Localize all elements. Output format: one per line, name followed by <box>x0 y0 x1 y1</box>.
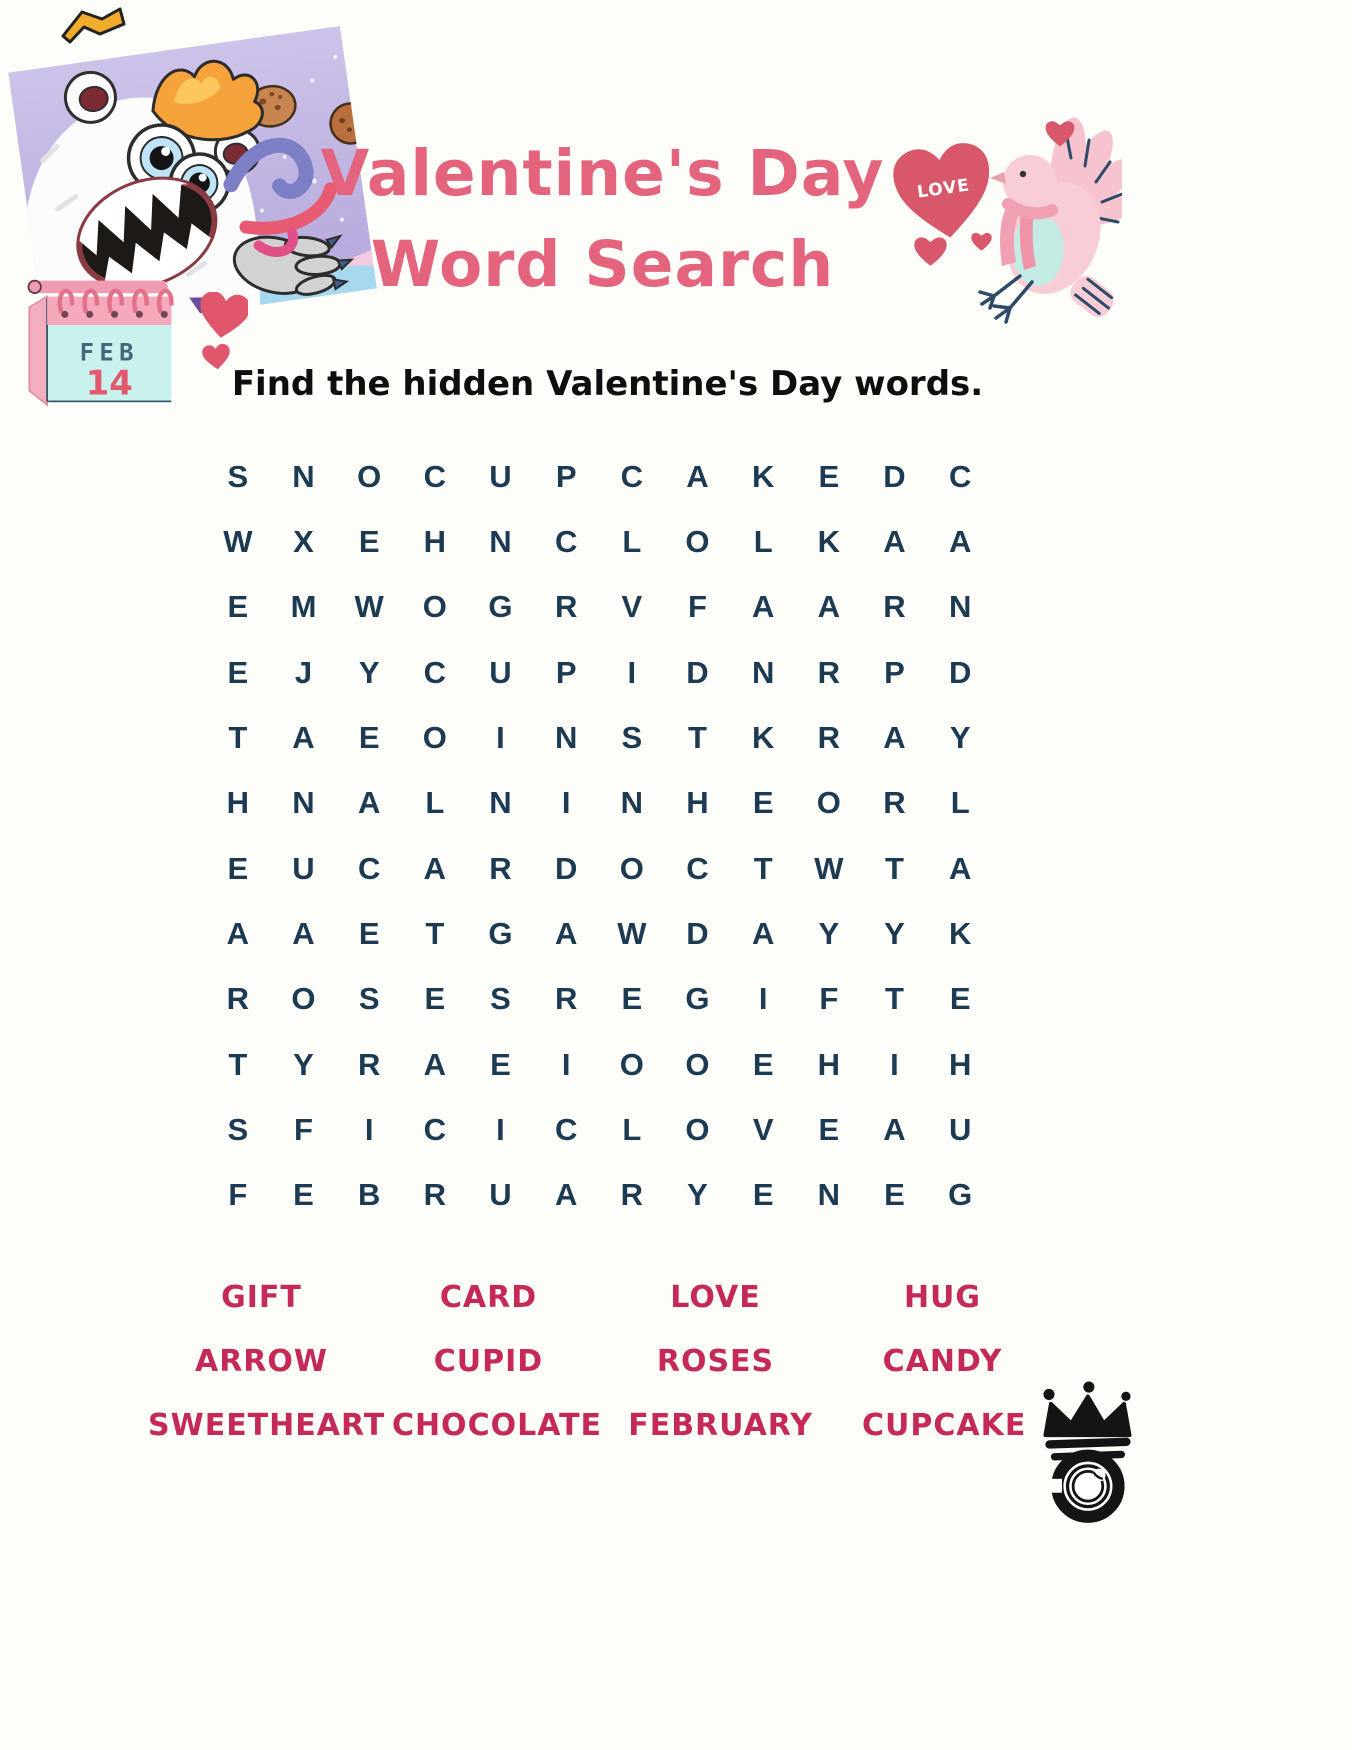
word-list <box>148 1280 1056 1443</box>
grid-letter: A <box>883 1111 906 1147</box>
grid-letter: A <box>686 458 709 494</box>
grid-letter: A <box>554 1177 578 1213</box>
grid-letter: Y <box>949 719 971 755</box>
grid-letter: A <box>948 850 972 886</box>
love-heart-label: LOVE <box>915 175 972 203</box>
title-line-2: Word Search <box>370 228 835 301</box>
grid-letter: R <box>817 654 841 690</box>
word-list-item: CUPID <box>433 1344 544 1379</box>
grid-letter: I <box>496 719 505 755</box>
grid-letter: E <box>818 458 840 494</box>
grid-letter: G <box>488 915 513 951</box>
grid-letter: R <box>883 785 906 821</box>
grid-letter: O <box>619 1046 644 1082</box>
grid-letter: H <box>948 1046 972 1082</box>
grid-letter: N <box>817 1177 841 1213</box>
grid-letter: A <box>817 589 841 625</box>
grid-letter: D <box>686 915 709 951</box>
grid-letter: D <box>686 654 709 690</box>
grid-letter: G <box>948 1177 973 1213</box>
grid-letter: R <box>357 1046 381 1082</box>
grid-letter: N <box>292 458 315 494</box>
grid-letter: E <box>293 1177 314 1213</box>
grid-letter: E <box>424 981 446 1017</box>
grid-letter: N <box>620 785 644 821</box>
word-list-item: CARD <box>439 1280 538 1315</box>
grid-letter: D <box>883 458 906 494</box>
crowned-cookie-logo <box>1036 1376 1138 1526</box>
grid-letter: O <box>685 523 710 559</box>
grid-letter: C <box>357 850 381 886</box>
word-list-row <box>148 1344 1056 1379</box>
grid-letter: B <box>357 1177 381 1213</box>
grid-letter: L <box>950 785 970 821</box>
word-list-item: SWEETHEART <box>148 1408 386 1443</box>
grid-letter: K <box>948 915 972 951</box>
grid-letter: E <box>358 719 380 755</box>
grid-letter: I <box>561 1046 571 1082</box>
grid-letter: N <box>554 719 578 755</box>
grid-letter: X <box>293 523 314 559</box>
word-search-grid <box>205 444 993 1228</box>
word-list-item: CUPCAKE <box>862 1408 1027 1443</box>
grid-letter: A <box>226 915 250 951</box>
grid-letter: N <box>292 785 315 821</box>
grid-letter: S <box>621 719 643 755</box>
grid-letter: C <box>423 458 447 494</box>
grid-letter: N <box>489 785 512 821</box>
grid-letter: C <box>423 654 447 690</box>
grid-letter: N <box>948 589 972 625</box>
word-list-item: HUG <box>903 1280 982 1315</box>
word-list-item: FEBRUARY <box>628 1408 813 1443</box>
grid-letter: T <box>885 981 904 1017</box>
grid-letter: K <box>751 458 775 494</box>
grid-letter: E <box>752 1177 774 1213</box>
grid-letter: V <box>752 1111 774 1147</box>
grid-letter: L <box>753 523 773 559</box>
grid-letter: K <box>817 523 841 559</box>
grid-letter: C <box>948 458 972 494</box>
grid-letter: R <box>489 850 512 886</box>
title-line-1: Valentine's Day <box>320 137 885 210</box>
word-list-item: CHOCOLATE <box>391 1408 603 1443</box>
grid-letter: I <box>496 1111 505 1147</box>
grid-letter: U <box>292 850 315 886</box>
grid-letter: L <box>425 785 445 821</box>
grid-letter: A <box>883 523 906 559</box>
grid-letter: O <box>619 850 644 886</box>
grid-letter: C <box>423 1111 447 1147</box>
grid-letter: T <box>228 719 248 755</box>
grid-letter: I <box>627 654 637 690</box>
grid-letter: A <box>423 1046 447 1082</box>
grid-letter: T <box>885 850 904 886</box>
grid-letter: I <box>561 785 571 821</box>
grid-letter: I <box>890 1046 899 1082</box>
grid-letter: W <box>617 915 647 951</box>
grid-letter: T <box>688 719 707 755</box>
instructions-text: Find the hidden Valentine's Day words. <box>231 364 984 404</box>
grid-letter: O <box>357 458 382 494</box>
love-heart-icon <box>890 140 998 244</box>
grid-letter: F <box>819 981 839 1017</box>
grid-letter: F <box>688 589 707 625</box>
grid-letter: E <box>949 981 971 1017</box>
grid-letter: U <box>948 1111 972 1147</box>
grid-letter: U <box>489 1177 512 1213</box>
dove-with-heart-illustration <box>882 110 1122 332</box>
grid-letter: S <box>227 458 249 494</box>
grid-letter: A <box>554 915 578 951</box>
grid-letter: G <box>685 981 710 1017</box>
grid-letter: V <box>621 589 643 625</box>
grid-letter: K <box>751 719 775 755</box>
word-list-item: CANDY <box>882 1344 1003 1379</box>
grid-letter: E <box>752 1046 774 1082</box>
grid-letter: F <box>228 1177 248 1213</box>
grid-letter: A <box>751 915 775 951</box>
grid-letter: O <box>422 589 447 625</box>
cookie-chip-icon <box>58 4 130 46</box>
grid-letter: C <box>554 1111 578 1147</box>
grid-letter: P <box>884 654 905 690</box>
grid-letter: Y <box>293 1046 314 1082</box>
word-list-item: ROSES <box>656 1344 775 1379</box>
grid-letter: S <box>358 981 380 1017</box>
grid-letter: E <box>227 654 249 690</box>
word-list-row <box>148 1408 1056 1443</box>
grid-letter: J <box>294 654 313 690</box>
grid-letter: L <box>622 1111 642 1147</box>
grid-letter: L <box>622 523 642 559</box>
grid-letter: E <box>490 1046 511 1082</box>
calendar-day: 14 <box>85 363 133 403</box>
grid-letter: E <box>358 915 380 951</box>
grid-letter: T <box>425 915 445 951</box>
grid-letter: O <box>816 785 841 821</box>
grid-letter: E <box>884 1177 905 1213</box>
grid-letter: A <box>292 719 315 755</box>
grid-letter: Y <box>687 1177 708 1213</box>
grid-letter: G <box>488 589 513 625</box>
grid-letter: S <box>227 1111 249 1147</box>
grid-letter: A <box>423 850 447 886</box>
grid-letter: A <box>292 915 315 951</box>
word-list-item: ARROW <box>194 1344 328 1379</box>
grid-letter: H <box>686 785 709 821</box>
grid-letter: R <box>554 981 578 1017</box>
grid-letter: H <box>423 523 447 559</box>
grid-letter: Y <box>818 915 840 951</box>
grid-letter: R <box>226 981 250 1017</box>
grid-letter: R <box>817 719 841 755</box>
calendar-month: FEB <box>79 338 139 367</box>
grid-letter: O <box>291 981 316 1017</box>
word-list-item: LOVE <box>670 1280 761 1315</box>
grid-letter: E <box>227 850 249 886</box>
grid-letter: C <box>686 850 709 886</box>
grid-letter: N <box>489 523 512 559</box>
word-list-item: GIFT <box>221 1280 302 1315</box>
grid-letter: R <box>620 1177 644 1213</box>
grid-letter: C <box>554 523 578 559</box>
grid-letter: O <box>422 719 447 755</box>
grid-letter: P <box>555 458 577 494</box>
grid-letter: W <box>814 850 844 886</box>
grid-letter: O <box>685 1111 710 1147</box>
grid-letter: N <box>751 654 775 690</box>
grid-letter: E <box>818 1111 840 1147</box>
grid-letter: W <box>223 523 253 559</box>
grid-letter: M <box>290 589 317 625</box>
grid-letter: Y <box>358 654 380 690</box>
grid-letter: O <box>685 1046 710 1082</box>
grid-letter: C <box>620 458 644 494</box>
grid-letter: D <box>948 654 972 690</box>
grid-letter: A <box>751 589 775 625</box>
grid-letter: E <box>358 523 380 559</box>
grid-letter: T <box>753 850 773 886</box>
grid-letter: H <box>817 1046 841 1082</box>
word-list-row <box>148 1280 1056 1315</box>
grid-letter: U <box>489 654 512 690</box>
grid-letter: E <box>227 589 249 625</box>
grid-letter: S <box>490 981 511 1017</box>
grid-letter: A <box>883 719 906 755</box>
grid-letter: U <box>489 458 512 494</box>
grid-letter: F <box>294 1111 313 1147</box>
grid-letter: P <box>555 654 577 690</box>
grid-letter: I <box>364 1111 374 1147</box>
grid-letter: R <box>554 589 578 625</box>
grid-letter: R <box>883 589 906 625</box>
grid-letter: T <box>228 1046 248 1082</box>
grid-letter: R <box>423 1177 447 1213</box>
grid-letter: E <box>621 981 643 1017</box>
grid-letter: H <box>226 785 250 821</box>
grid-letter: W <box>354 589 384 625</box>
grid-letter: Y <box>884 915 905 951</box>
grid-letter: I <box>758 981 768 1017</box>
grid-letter: A <box>948 523 972 559</box>
grid-letter: E <box>752 785 774 821</box>
grid-letter: D <box>554 850 578 886</box>
grid-letter: A <box>357 785 381 821</box>
